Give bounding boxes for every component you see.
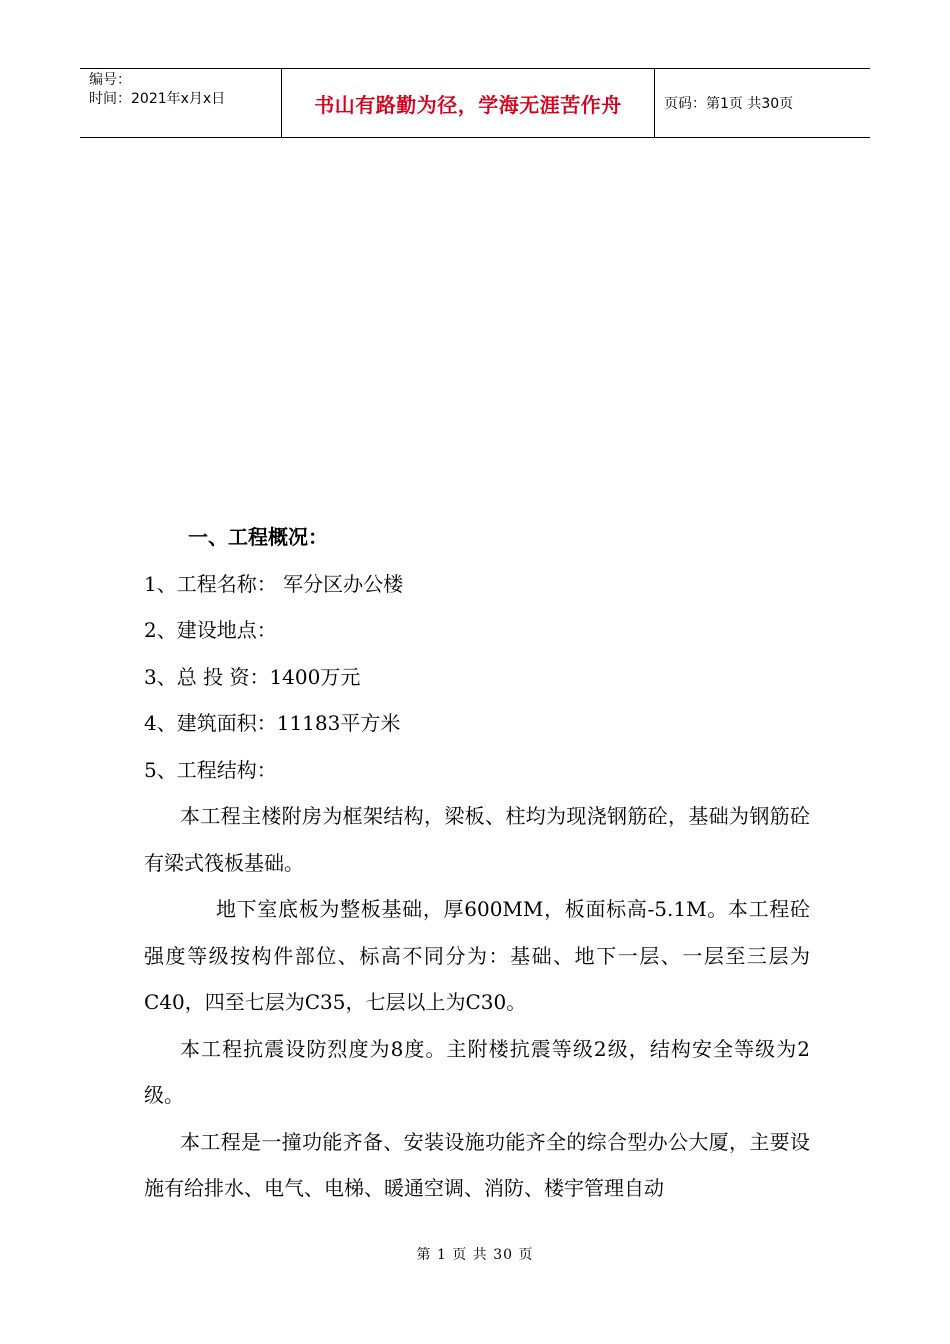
paragraph: 本工程主楼附房为框架结构，梁板、柱均为现浇钢筋砼，基础为钢筋砼有梁式筏板基础。 — [144, 804, 810, 875]
list-item: 4、建筑面积：11183平方米 — [144, 711, 401, 735]
header-meta — [80, 69, 282, 137]
page-header — [80, 68, 870, 138]
document-body — [144, 514, 810, 1212]
list-item: 2、建设地点： — [144, 618, 277, 642]
list-item: 1、工程名称： 军分区办公楼 — [144, 571, 404, 596]
header-motto: 书山有路勤为径，学海无涯苦作舟 — [282, 69, 655, 137]
number-label: 编号： — [89, 72, 131, 88]
time-label: 时间：2021年x月x日 — [89, 91, 226, 107]
list-item: 3、总 投 资：1400万元 — [144, 664, 361, 689]
list-item: 5、工程结构： — [144, 757, 277, 782]
paragraph: 本工程抗震设防烈度为8度。主附楼抗震等级2级，结构安全等级为2级。 — [144, 1036, 810, 1107]
paragraph: 本工程是一撞功能齐备、安装设施功能齐全的综合型办公大厦，主要设施有给排水、电气、电梯、暖通空调、消防、楼宇管理自动 — [144, 1129, 810, 1200]
section-title: 一、工程概况： — [188, 525, 328, 549]
header-page-info: 页码：第1页 共30页 — [664, 96, 794, 112]
paragraph: 地下室底板为整板基础，厚600MM，板面标高-5.1M。本工程砼强度等级按构件部位、标高不同分为：基础、地下一层、一层至三层为C40，四至七层为C35，七层以上为C30。 — [144, 897, 810, 1014]
page-footer: 第 1 页 共 30 页 — [416, 1247, 534, 1263]
